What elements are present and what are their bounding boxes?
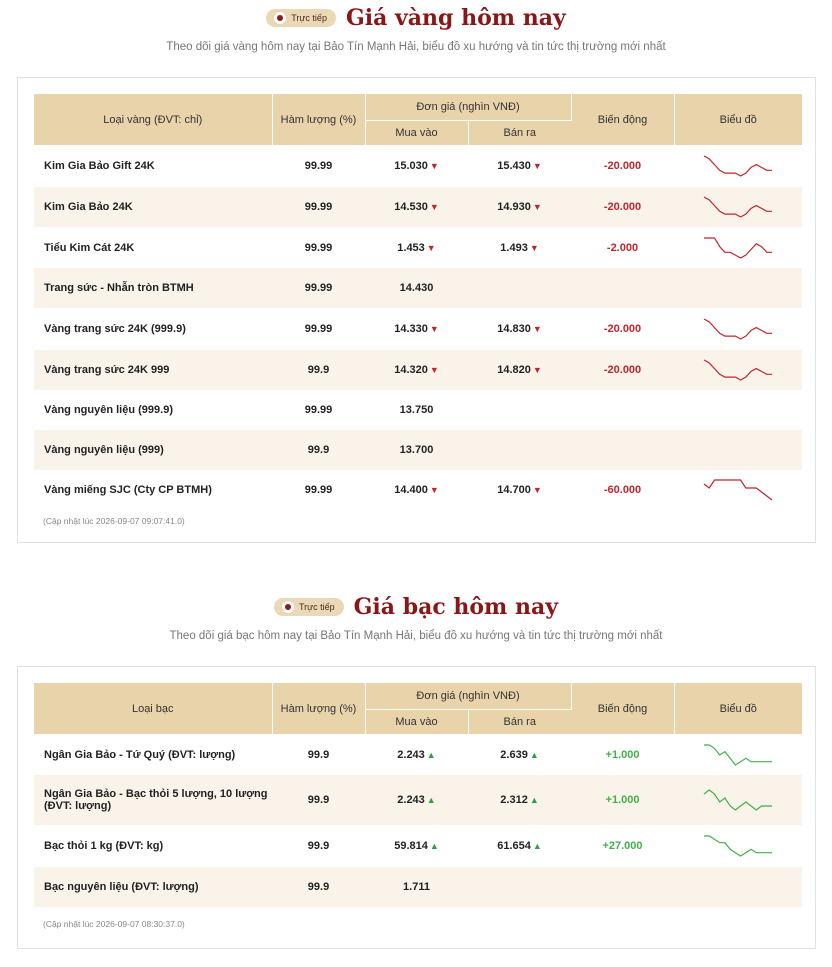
silver-section-header: [0, 594, 832, 642]
gold-header-buy: Mua vào: [365, 120, 468, 145]
silver-table-row: [34, 825, 802, 867]
trend-sparkline: [703, 317, 773, 341]
sell-price: 14.700: [497, 484, 531, 496]
product-name: Bạc nguyên liệu (ĐVT: lượng): [44, 881, 199, 893]
change-value: -2.000: [606, 241, 639, 254]
sell-price: 1.493: [500, 241, 528, 254]
down-arrow-icon: ▼: [429, 485, 439, 495]
gold-header-type: Loại vàng (ĐVT: chỉ): [34, 94, 272, 145]
gold-updated-time: (Cập nhật lúc 2026-09-07 09:07:41.0): [43, 516, 185, 526]
buy-price: 1.453: [397, 241, 425, 254]
buy-price: 14.400: [394, 484, 428, 496]
sell-price: 14.820: [497, 364, 531, 376]
product-name: Ngân Gia Bảo - Tứ Quý (ĐVT: lượng): [44, 748, 236, 761]
gold-table-row: [34, 187, 802, 227]
product-name: Vàng trang sức 24K (999.9): [44, 323, 186, 335]
gold-header-chart: Biểu đồ: [674, 94, 802, 145]
silver-header-unit-price: Đơn giá (nghìn VNĐ): [365, 683, 571, 709]
trend-line: [704, 360, 772, 380]
change-value: -60.000: [603, 484, 642, 496]
up-arrow-icon: ▲: [426, 749, 436, 760]
change-value: -20.000: [603, 323, 642, 335]
silver-header-change: Biến động: [571, 683, 674, 734]
product-name: Vàng miếng SJC (Cty CP BTMH): [44, 484, 212, 496]
product-name: Kim Gia Bảo Gift 24K: [44, 160, 155, 172]
purity-value: 99.9: [307, 840, 330, 852]
down-arrow-icon: ▼: [426, 242, 436, 253]
purity-value: 99.99: [304, 323, 333, 335]
purity-value: 99.9: [307, 364, 330, 376]
buy-price: 15.030: [394, 160, 428, 172]
buy-price: 14.320: [394, 364, 428, 376]
buy-price: 13.750: [399, 404, 434, 416]
trend-sparkline: [703, 195, 773, 219]
down-arrow-icon: ▼: [429, 365, 439, 375]
silver-header-purity: Hàm lượng (%): [272, 683, 365, 734]
gold-table-row: [34, 268, 802, 308]
product-name: Vàng trang sức 24K 999: [44, 364, 170, 376]
trend-line: [704, 836, 772, 856]
product-name: Tiểu Kim Cát 24K: [44, 241, 135, 254]
trend-sparkline: [703, 358, 773, 382]
trend-line: [704, 745, 772, 765]
buy-price: 1.711: [403, 881, 430, 893]
product-name: Vàng nguyên liệu (999): [44, 444, 164, 456]
sell-price: 61.654: [497, 840, 531, 852]
gold-live-label: Trực tiếp: [291, 13, 327, 23]
down-arrow-icon: ▼: [532, 161, 542, 171]
down-arrow-icon: ▼: [429, 324, 439, 334]
gold-table-row: [34, 227, 802, 268]
trend-line: [704, 790, 772, 810]
silver-header-buy: Mua vào: [365, 709, 468, 734]
purity-value: 99.9: [307, 794, 330, 806]
trend-line: [704, 197, 772, 217]
gold-header-purity: Hàm lượng (%): [272, 94, 365, 145]
gold-header-change: Biến động: [571, 94, 674, 145]
gold-table-row: [34, 430, 802, 470]
gold-table-row: [34, 350, 802, 390]
buy-price: 2.243: [397, 748, 425, 761]
buy-price: 14.330: [394, 323, 428, 335]
trend-line: [704, 238, 772, 258]
silver-header-type: Loại bạc: [34, 683, 272, 734]
silver-title: Giá bạc hôm nay: [353, 594, 559, 620]
product-name: Kim Gia Bảo 24K: [44, 201, 133, 213]
purity-value: 99.9: [307, 444, 330, 456]
silver-subtitle: Theo dõi giá bạc hôm nay tại Bảo Tín Mạnh Hải, biểu đồ xu hướng và tin tức thị trường mới nhất: [169, 630, 663, 642]
trend-line: [704, 319, 772, 339]
purity-value: 99.99: [304, 404, 333, 416]
trend-line: [704, 156, 772, 176]
down-arrow-icon: ▼: [532, 485, 542, 495]
product-name: Trang sức - Nhẫn tròn BTMH: [44, 282, 194, 294]
down-arrow-icon: ▼: [429, 161, 439, 171]
buy-price: 14.530: [394, 201, 428, 213]
silver-table-row: [34, 867, 802, 907]
silver-live-label: Trực tiếp: [298, 602, 335, 612]
gold-header-sell: Bán ra: [468, 120, 571, 145]
live-dot-icon: [274, 12, 286, 24]
product-name: Ngân Gia Bảo - Bạc thỏi 5 lượng, 10 lượng (ĐVT: lượng): [44, 788, 268, 812]
trend-sparkline: [703, 743, 773, 767]
purity-value: 99.99: [304, 160, 333, 172]
purity-value: 99.9: [307, 748, 330, 761]
product-name: Bạc thỏi 1 kg (ĐVT: kg): [44, 840, 164, 852]
sell-price: 2.639: [500, 748, 528, 761]
silver-table-row: [34, 775, 802, 825]
change-value: -20.000: [603, 201, 642, 213]
trend-line: [704, 480, 772, 500]
gold-header-unit-price: Đơn giá (nghìn VNĐ): [365, 94, 571, 120]
gold-price-panel: [17, 77, 816, 543]
gold-live-badge: [266, 9, 336, 27]
up-arrow-icon: ▲: [529, 749, 539, 760]
trend-sparkline: [703, 154, 773, 178]
change-value: +1.000: [605, 748, 640, 761]
up-arrow-icon: ▲: [429, 841, 439, 851]
purity-value: 99.99: [304, 484, 333, 496]
up-arrow-icon: ▲: [426, 795, 436, 805]
trend-sparkline: [703, 236, 773, 260]
sell-price: 14.930: [497, 201, 531, 213]
gold-section-header: [0, 5, 832, 53]
sell-price: 15.430: [497, 160, 531, 172]
gold-subtitle: Theo dõi giá vàng hôm nay tại Bảo Tín Mạnh Hải, biểu đồ xu hướng và tin tức thị trường mới nhất: [166, 41, 666, 53]
purity-value: 99.99: [304, 201, 333, 213]
silver-header-chart: Biểu đồ: [674, 683, 802, 734]
gold-price-table: [34, 94, 802, 510]
sell-price: 2.312: [500, 794, 528, 806]
gold-table-row: [34, 470, 802, 510]
purity-value: 99.99: [304, 241, 333, 254]
down-arrow-icon: ▼: [532, 324, 542, 334]
trend-sparkline: [703, 834, 773, 858]
silver-updated-time: (Cập nhật lúc 2026-09-07 08:30:37.0): [43, 919, 185, 929]
change-value: +27.000: [602, 840, 643, 852]
trend-sparkline: [703, 478, 773, 502]
trend-sparkline: [703, 788, 773, 812]
purity-value: 99.9: [307, 881, 330, 893]
gold-table-row: [34, 390, 802, 430]
product-name: Vàng nguyên liệu (999.9): [44, 404, 173, 416]
change-value: +1.000: [605, 794, 640, 806]
down-arrow-icon: ▼: [532, 202, 542, 212]
gold-title: Giá vàng hôm nay: [345, 5, 566, 31]
silver-header-sell: Bán ra: [468, 709, 571, 734]
gold-table-row: [34, 308, 802, 350]
silver-price-table: [34, 683, 802, 907]
gold-table-row: [34, 145, 802, 187]
change-value: -20.000: [603, 364, 642, 376]
live-dot-icon: [282, 601, 294, 613]
up-arrow-icon: ▲: [529, 795, 539, 805]
buy-price: 14.430: [399, 282, 434, 294]
down-arrow-icon: ▼: [429, 202, 439, 212]
change-value: -20.000: [603, 160, 642, 172]
up-arrow-icon: ▲: [532, 841, 542, 851]
silver-live-badge: [274, 598, 344, 616]
buy-price: 13.700: [399, 444, 434, 456]
buy-price: 59.814: [394, 840, 428, 852]
silver-price-panel: [17, 666, 816, 949]
silver-table-row: [34, 734, 802, 775]
down-arrow-icon: ▼: [529, 242, 539, 253]
sell-price: 14.830: [497, 323, 531, 335]
purity-value: 99.99: [304, 282, 333, 294]
down-arrow-icon: ▼: [532, 365, 542, 375]
buy-price: 2.243: [397, 794, 425, 806]
